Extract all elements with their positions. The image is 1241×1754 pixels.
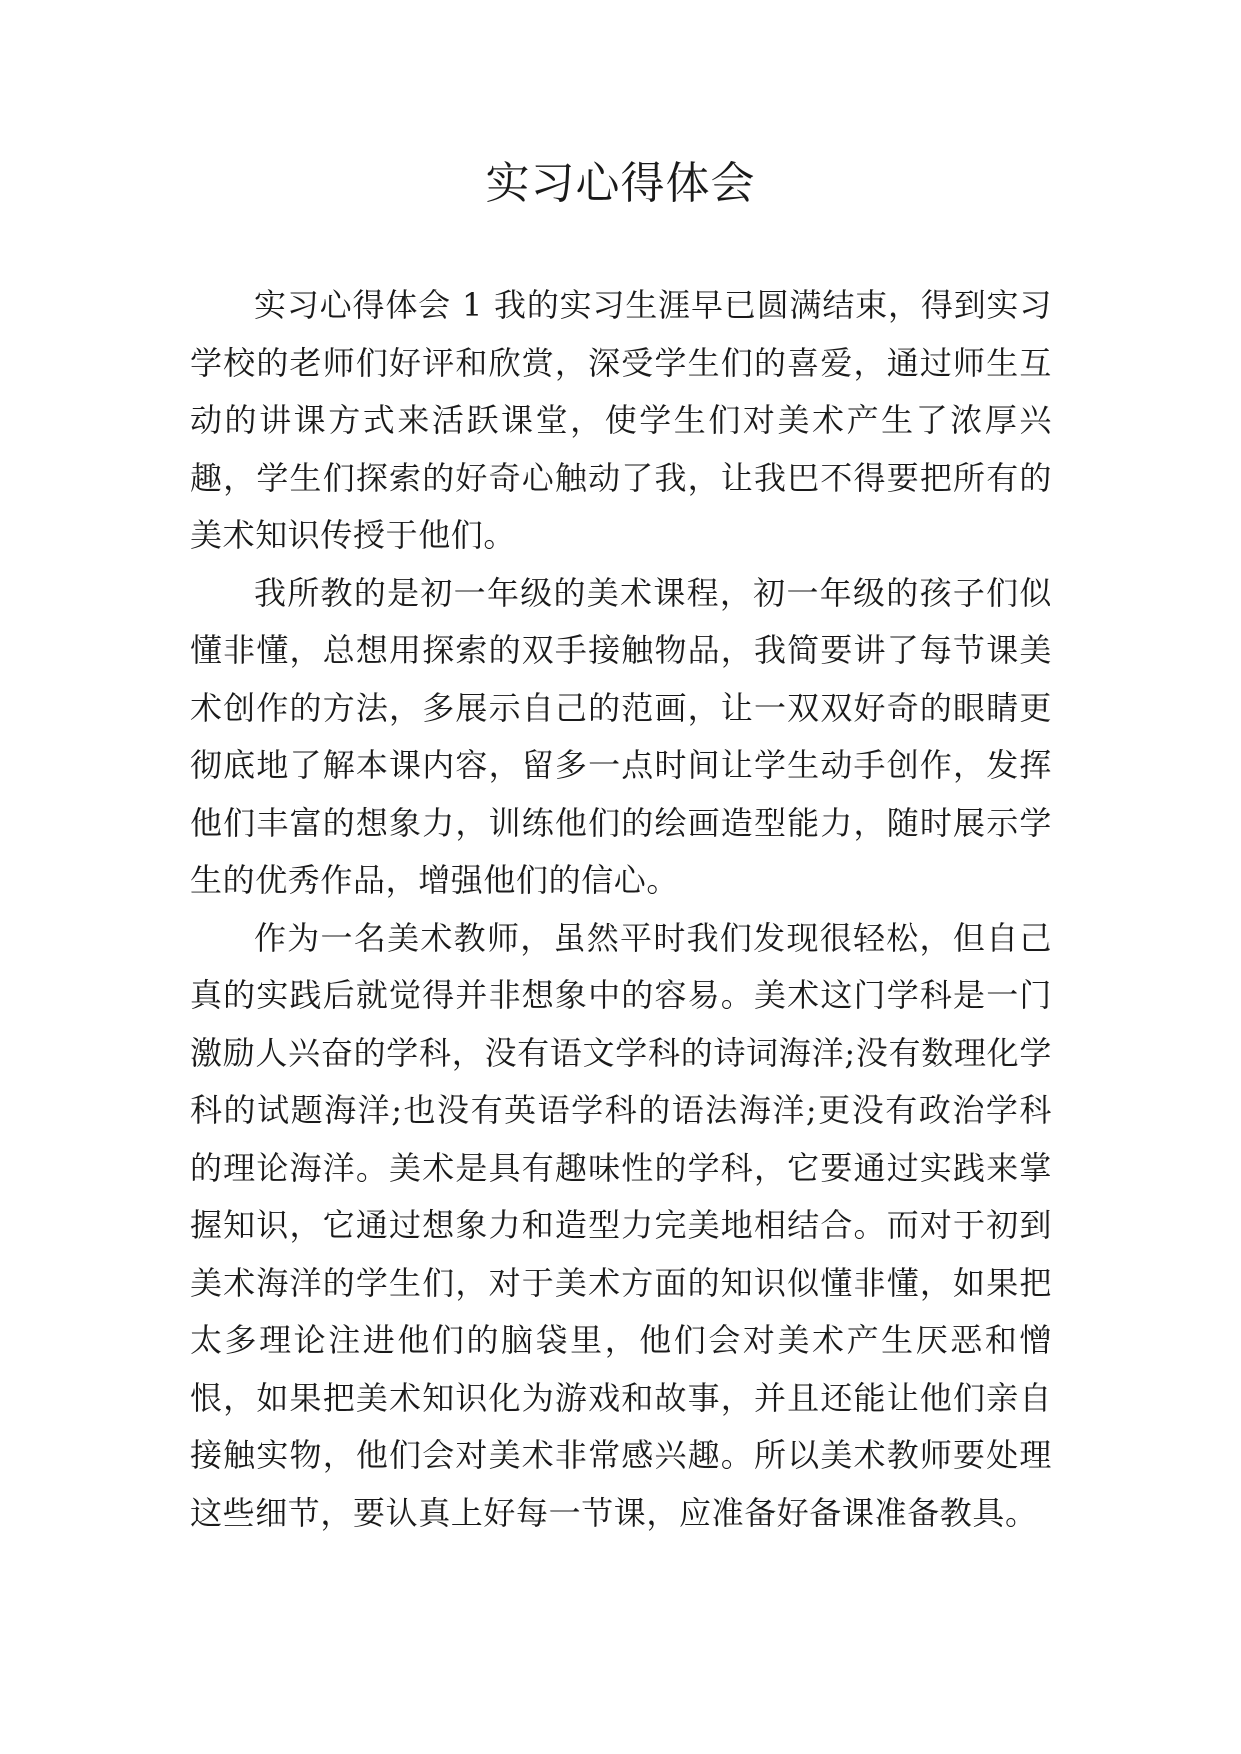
- paragraph-1: 实习心得体会 1 我的实习生涯早已圆满结束，得到实习学校的老师们好评和欣赏，深受学生们的喜爱，通过师生互动的讲课方式来活跃课堂，使学生们对美术产生了浓厚兴趣，学生们探索的好奇心触动了我，让我巴不得要把所有的美术知识传授于他们。: [190, 286, 1052, 554]
- paragraph-3: 作为一名美术教师，虽然平时我们发现很轻松，但自己真的实践后就觉得并非想象中的容易。美术这门学科是一门激励人兴奋的学科，没有语文学科的诗词海洋;没有数理化学科的试题海洋;也没有英语学科的语法海洋;更没有政治学科的理论海洋。美术是具有趣味性的学科，它要通过实践来掌握知识，它通过想象力和造型力完美地相结合。而对于初到美术海洋的学生们，对于美术方面的知识似懂非懂，如果把太多理论注进他们的脑袋里，他们会对美术产生厌恶和憎恨，如果把美术知识化为游戏和故事，并且还能让他们亲自接触实物，他们会对美术非常感兴趣。所以美术教师要处理这些细节，要认真上好每一节课，应准备好备课准备教具。: [190, 918, 1052, 1532]
- document-body: [190, 277, 1052, 1542]
- paragraph-2: 我所教的是初一年级的美术课程，初一年级的孩子们似懂非懂，总想用探索的双手接触物品，我简要讲了每节课美术创作的方法，多展示自己的范画，让一双双好奇的眼睛更彻底地了解本课内容，留多一点时间让学生动手创作，发挥他们丰富的想象力，训练他们的绘画造型能力，随时展示学生的优秀作品，增强他们的信心。: [190, 573, 1052, 899]
- document-title: 实习心得体会: [485, 158, 756, 209]
